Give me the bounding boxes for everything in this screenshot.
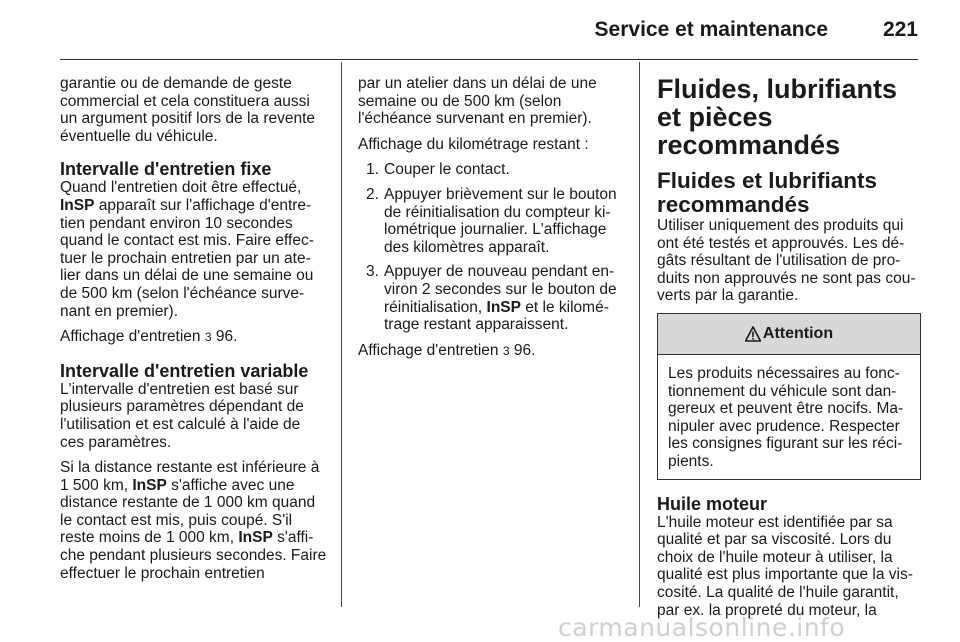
header-rule [60, 59, 918, 60]
text-span: s'affiche avec une distance restante de 1 000 km quand le contact est mis, puis coupé. S'il reste moins de 1 000 km, [60, 476, 316, 547]
step-text: Appuyer de nouveau pendant en-viron 2 secondes sur le bouton de réinitialisation, [384, 263, 617, 316]
fluids-paragraph: Utiliser uniquement des produits qui ont été testés et approuvés. Les dé-gâts résultant de l'utilisation de pro-duits non approuvés ne sont pas cou-verts par la garantie. [657, 217, 916, 305]
text-span: Si la distance restante est inférieure à 1 500 km, [60, 459, 320, 494]
insp-label: InSP [60, 196, 95, 214]
page-reference-arrow-icon: 3 [502, 343, 510, 358]
section-title: Fluides, lubrifiants et pièces recommandés [657, 74, 898, 160]
variable-interval-paragraph-1: L'intervalle d'entretien est basé sur plusieurs paramètres dépendant de l'utilisation et est calculé à l'aide de ces paramètres. [60, 380, 304, 451]
fixed-interval-paragraph [60, 179, 328, 320]
engine-oil-heading: Huile moteur [657, 493, 768, 514]
warning-triangle-icon [745, 326, 761, 342]
step-text: Couper le contact. [384, 161, 510, 179]
intro-paragraph: garantie ou de demande de geste commercial et cela constituera aussi un argument positif lors de la revente éventuelle du véhicule. [60, 75, 316, 145]
list-item [358, 263, 624, 333]
subsection-title: Fluides et lubrifiants recommandés [657, 168, 878, 217]
step-text: Appuyer brièvement sur le bouton de réinitialisation du compteur ki-lométrique journalier. L'affichage des kilomètres apparaît. [384, 185, 617, 256]
step-text: et le kilomé-trage restant apparaissent. [384, 298, 609, 334]
reference-page: 96. [513, 341, 536, 359]
insp-label: InSP [486, 298, 521, 316]
header-title: Service et maintenance [594, 18, 828, 41]
text-span: apparaît sur l'affichage d'entre-tien pendant environ 10 secondes quand le contact est mis. Faire effec-tuer le prochain entretien par un ate-lier dans un délai de une semaine ou de 500 km (selon l'échéance surve-nant en premier). [60, 196, 314, 320]
engine-oil-paragraph: L'huile moteur est identifiée par sa qualité et par sa viscosité. Lors du choix de l'huile moteur à utiliser, la qualité est plus importante que la vis-cosité. La qualité de l'huile garantit, par ex. la propreté du moteur, la [657, 513, 913, 619]
insp-label: InSP [238, 529, 273, 547]
reference-text: Affichage d'entretien [358, 341, 499, 359]
list-item [358, 186, 624, 256]
variable-interval-paragraph-2 [60, 459, 328, 582]
reference-text: Affichage d'entretien [60, 328, 201, 346]
column-1 [60, 75, 328, 590]
attention-body: Les produits nécessaires au fonc-tionnement du véhicule sont dan-gereux et peuvent être nocifs. Ma-nipuler avec prudence. Respecter les consignes figurant sur les réci-pients. [668, 364, 904, 470]
step-number: 2. [366, 185, 379, 203]
attention-title: Attention [762, 325, 834, 343]
attention-header [658, 314, 920, 355]
insp-label: InSP [132, 476, 167, 494]
column-3 [657, 75, 921, 627]
text-span: Quand l'entretien doit être effectué, [60, 179, 302, 197]
page-reference-arrow-icon: 3 [204, 330, 212, 345]
step-number: 1. [366, 161, 379, 179]
page-number: 221 [882, 18, 918, 41]
list-item [358, 161, 624, 179]
attention-box [657, 313, 921, 480]
variable-interval-heading: Intervalle d'entretien variable [60, 360, 309, 381]
page-header [0, 18, 918, 48]
column-2 [358, 75, 624, 368]
maintenance-display-reference[interactable] [358, 342, 624, 361]
watermark: carmanualsonline.info [558, 613, 846, 642]
column-divider-left [341, 62, 342, 607]
continuation-paragraph: par un atelier dans un délai de une semaine ou de 500 km (selon l'échéance survenant en premier). [358, 75, 597, 128]
text-span: s'affi-che pendant plusieurs secondes. Faire effectuer le prochain entretien [60, 529, 327, 582]
fixed-interval-heading: Intervalle d'entretien fixe [60, 159, 272, 180]
reference-page: 96. [215, 328, 238, 346]
list-intro: Affichage du kilométrage restant : [358, 135, 589, 153]
column-divider-right [639, 62, 640, 607]
steps-list [358, 161, 624, 333]
step-number: 3. [366, 263, 379, 281]
fixed-interval-reference[interactable] [60, 328, 328, 347]
